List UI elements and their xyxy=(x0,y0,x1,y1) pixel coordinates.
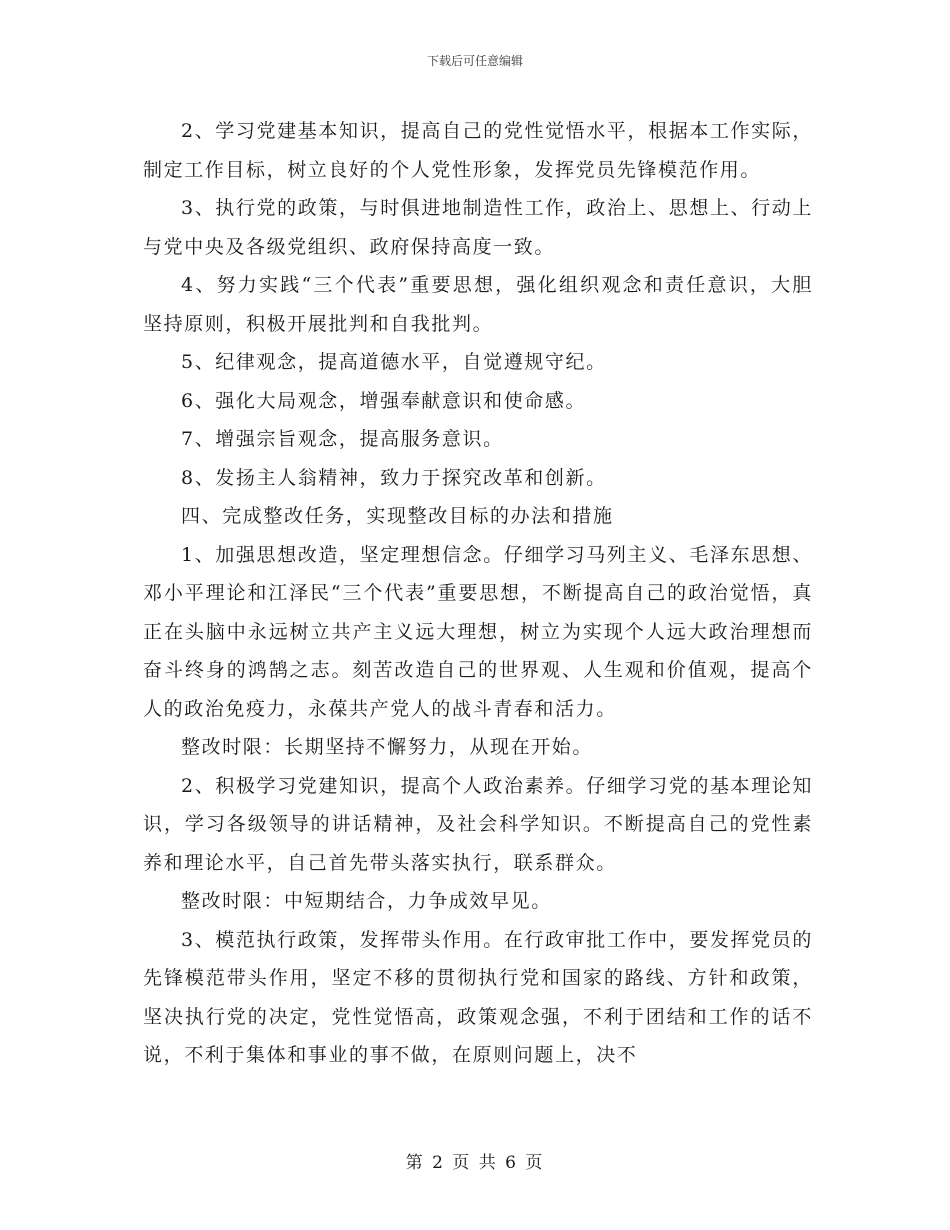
paragraph: 2、学习党建基本知识，提高自己的党性觉悟水平，根据本工作实际，制定工作目标，树立良好的个人党性形象，发挥党员先锋模范作用。 xyxy=(143,120,813,181)
paragraph: 6、强化大局观念，增强奉献意识和使命感。 xyxy=(181,389,587,412)
paragraph: 5、纪律观念，提高道德水平，自觉遵规守纪。 xyxy=(181,351,607,373)
paragraph: 3、执行党的政策，与时俱进地制造性工作，政治上、思想上、行动上与党中央及各级党组织、政府保持高度一致。 xyxy=(143,197,813,258)
paragraph: 7、增强宗旨观念，提高服务意识。 xyxy=(181,428,504,450)
deadline-note: 整改时限：中短期结合，力争成效早见。 xyxy=(181,890,552,912)
section-heading: 四、完成整改任务，实现整改目标的办法和措施 xyxy=(181,505,614,527)
paragraph: 3、模范执行政策，发挥带头作用。在行政审批工作中，要发挥党员的先锋模范带头作用，坚定不移的贯彻执行党和国家的路线、方针和政策，坚决执行党的决定，党性觉悟高，政策观念强，不利于团结和工作的话不说，不利于集体和事业的事不做，在原则问题上，决不 xyxy=(143,928,813,1066)
document-body xyxy=(143,112,813,1075)
deadline-note: 整改时限：长期坚持不懈努力，从现在开始。 xyxy=(181,736,594,758)
paragraph: 4、努力实践“三个代表”重要思想，强化组织观念和责任意识，大胆坚持原则，积极开展批判和自我批判。 xyxy=(143,274,813,335)
paragraph: 1、加强思想改造，坚定理想信念。仔细学习马列主义、毛泽东思想、邓小平理论和江泽民“三个代表”重要思想，不断提高自己的政治觉悟，真正在头脑中永远树立共产主义远大理想，树立为实现个人远大政治理想而奋斗终身的鸿鹄之志。刻苦改造自己的世界观、人生观和价值观，提高个人的政治免疫力，永葆共产党人的战斗青春和活力。 xyxy=(143,543,813,720)
page-header-note: 下载后可任意编辑 xyxy=(426,54,523,68)
paragraph: 2、积极学习党建知识，提高个人政治素养。仔细学习党的基本理论知识，学习各级领导的讲话精神，及社会科学知识。不断提高自己的党性素养和理论水平，自己首先带头落实执行，联系群众。 xyxy=(143,774,813,874)
paragraph: 8、发扬主人翁精神，致力于探究改革和创新。 xyxy=(181,466,607,489)
page-number: 第 2 页 共 6 页 xyxy=(405,1153,545,1173)
